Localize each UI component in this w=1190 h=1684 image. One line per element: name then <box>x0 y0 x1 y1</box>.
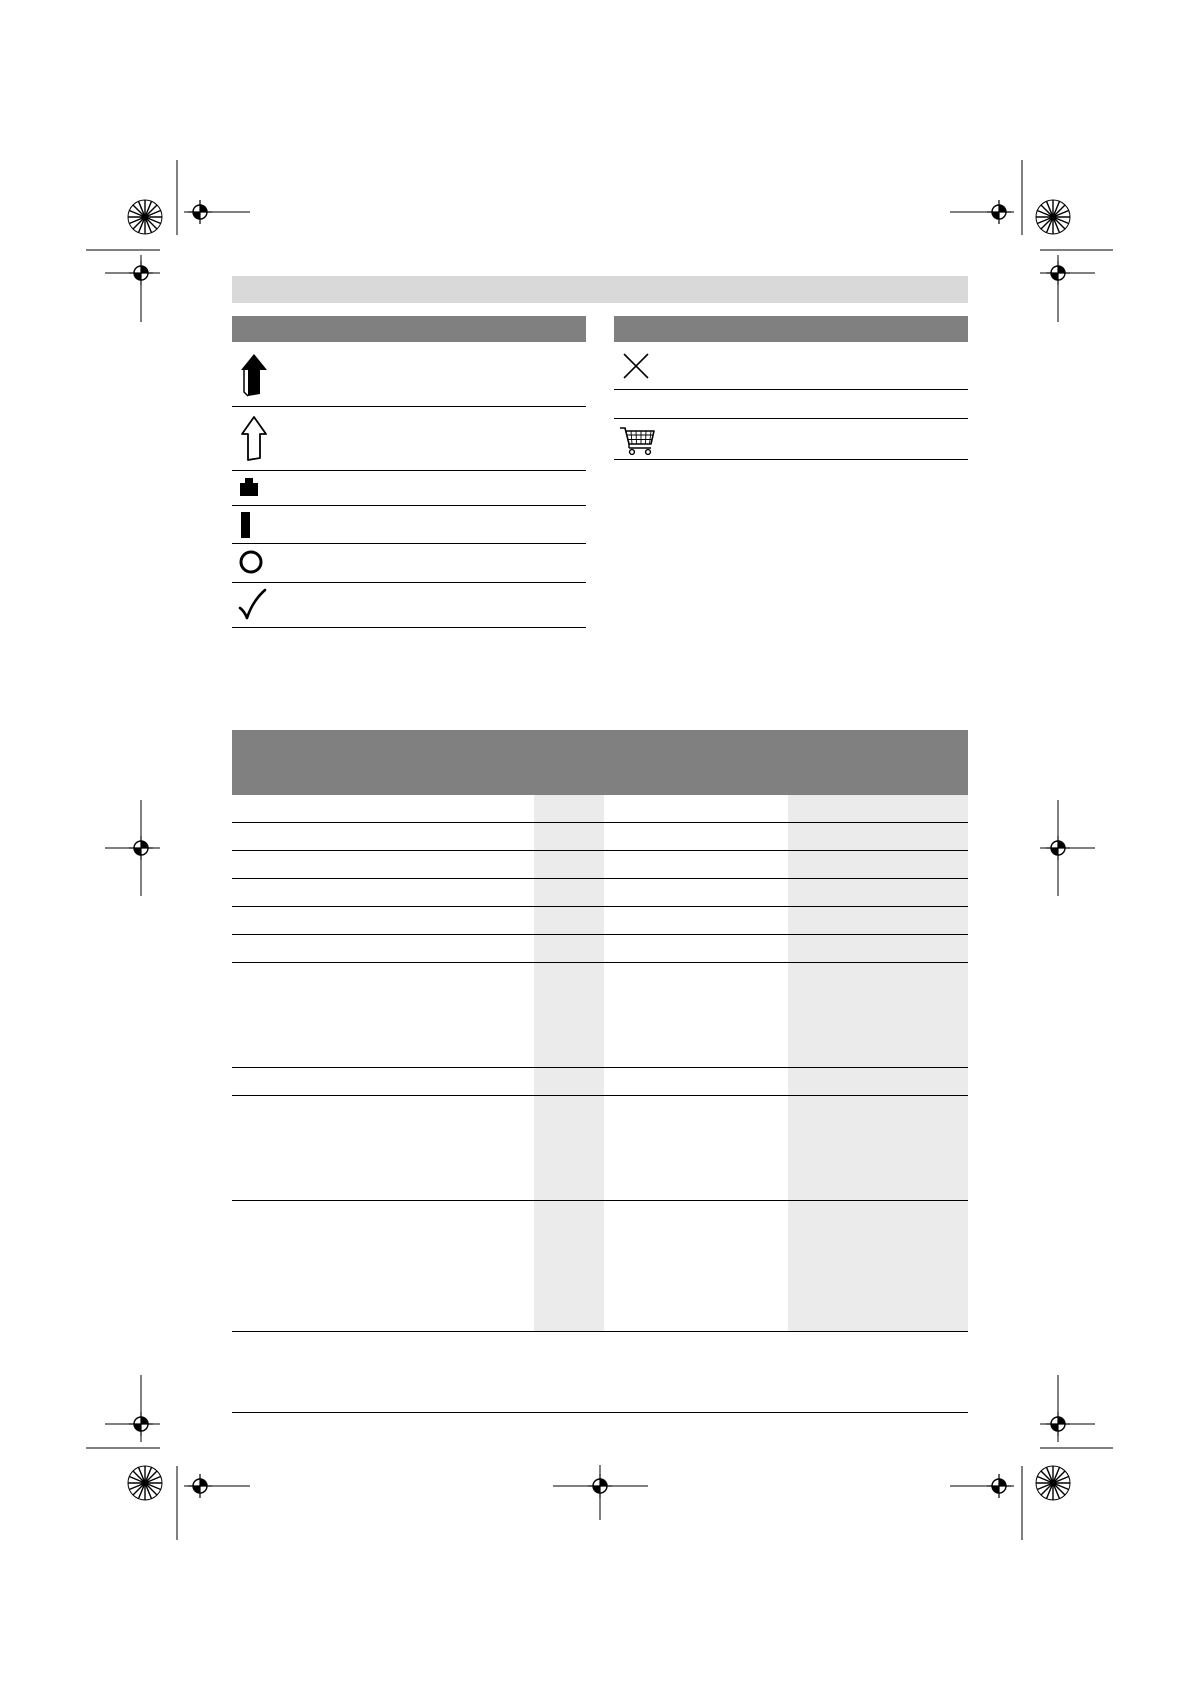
legend-left-divider <box>232 627 586 628</box>
running-header-band <box>232 276 968 303</box>
legend-left-heading <box>232 316 586 342</box>
table-row <box>232 879 968 906</box>
weight-icon <box>238 476 260 498</box>
table-row-divider <box>232 1331 968 1332</box>
legend-left-divider <box>232 470 586 471</box>
table-row <box>232 1068 968 1095</box>
legend-left-divider <box>232 505 586 506</box>
legend-right-divider <box>614 418 968 419</box>
footer-rule <box>232 1412 968 1413</box>
table-row <box>232 935 968 962</box>
table-row <box>232 851 968 878</box>
table-row <box>232 1096 968 1200</box>
table-row <box>232 823 968 850</box>
legend-right-heading <box>614 316 968 342</box>
legend-right-divider <box>614 459 968 460</box>
arrow-up-outline-icon <box>238 414 270 462</box>
circle-icon <box>237 548 265 576</box>
table-row <box>232 907 968 934</box>
cross-icon <box>620 350 652 382</box>
arrow-up-filled-icon <box>238 352 270 398</box>
table-row <box>232 963 968 1067</box>
legend-left-divider <box>232 543 586 544</box>
data-table <box>232 730 968 1334</box>
legend-right-divider <box>614 389 968 390</box>
bar-icon <box>240 511 254 539</box>
legend-left-divider <box>232 406 586 407</box>
legend-left-divider <box>232 582 586 583</box>
table-row <box>232 1201 968 1331</box>
shopping-cart-icon <box>618 424 658 456</box>
legend-right <box>614 316 968 461</box>
checkmark-icon <box>237 588 267 622</box>
table-row <box>232 795 968 822</box>
legend-left <box>232 316 586 629</box>
table-header <box>232 730 968 795</box>
